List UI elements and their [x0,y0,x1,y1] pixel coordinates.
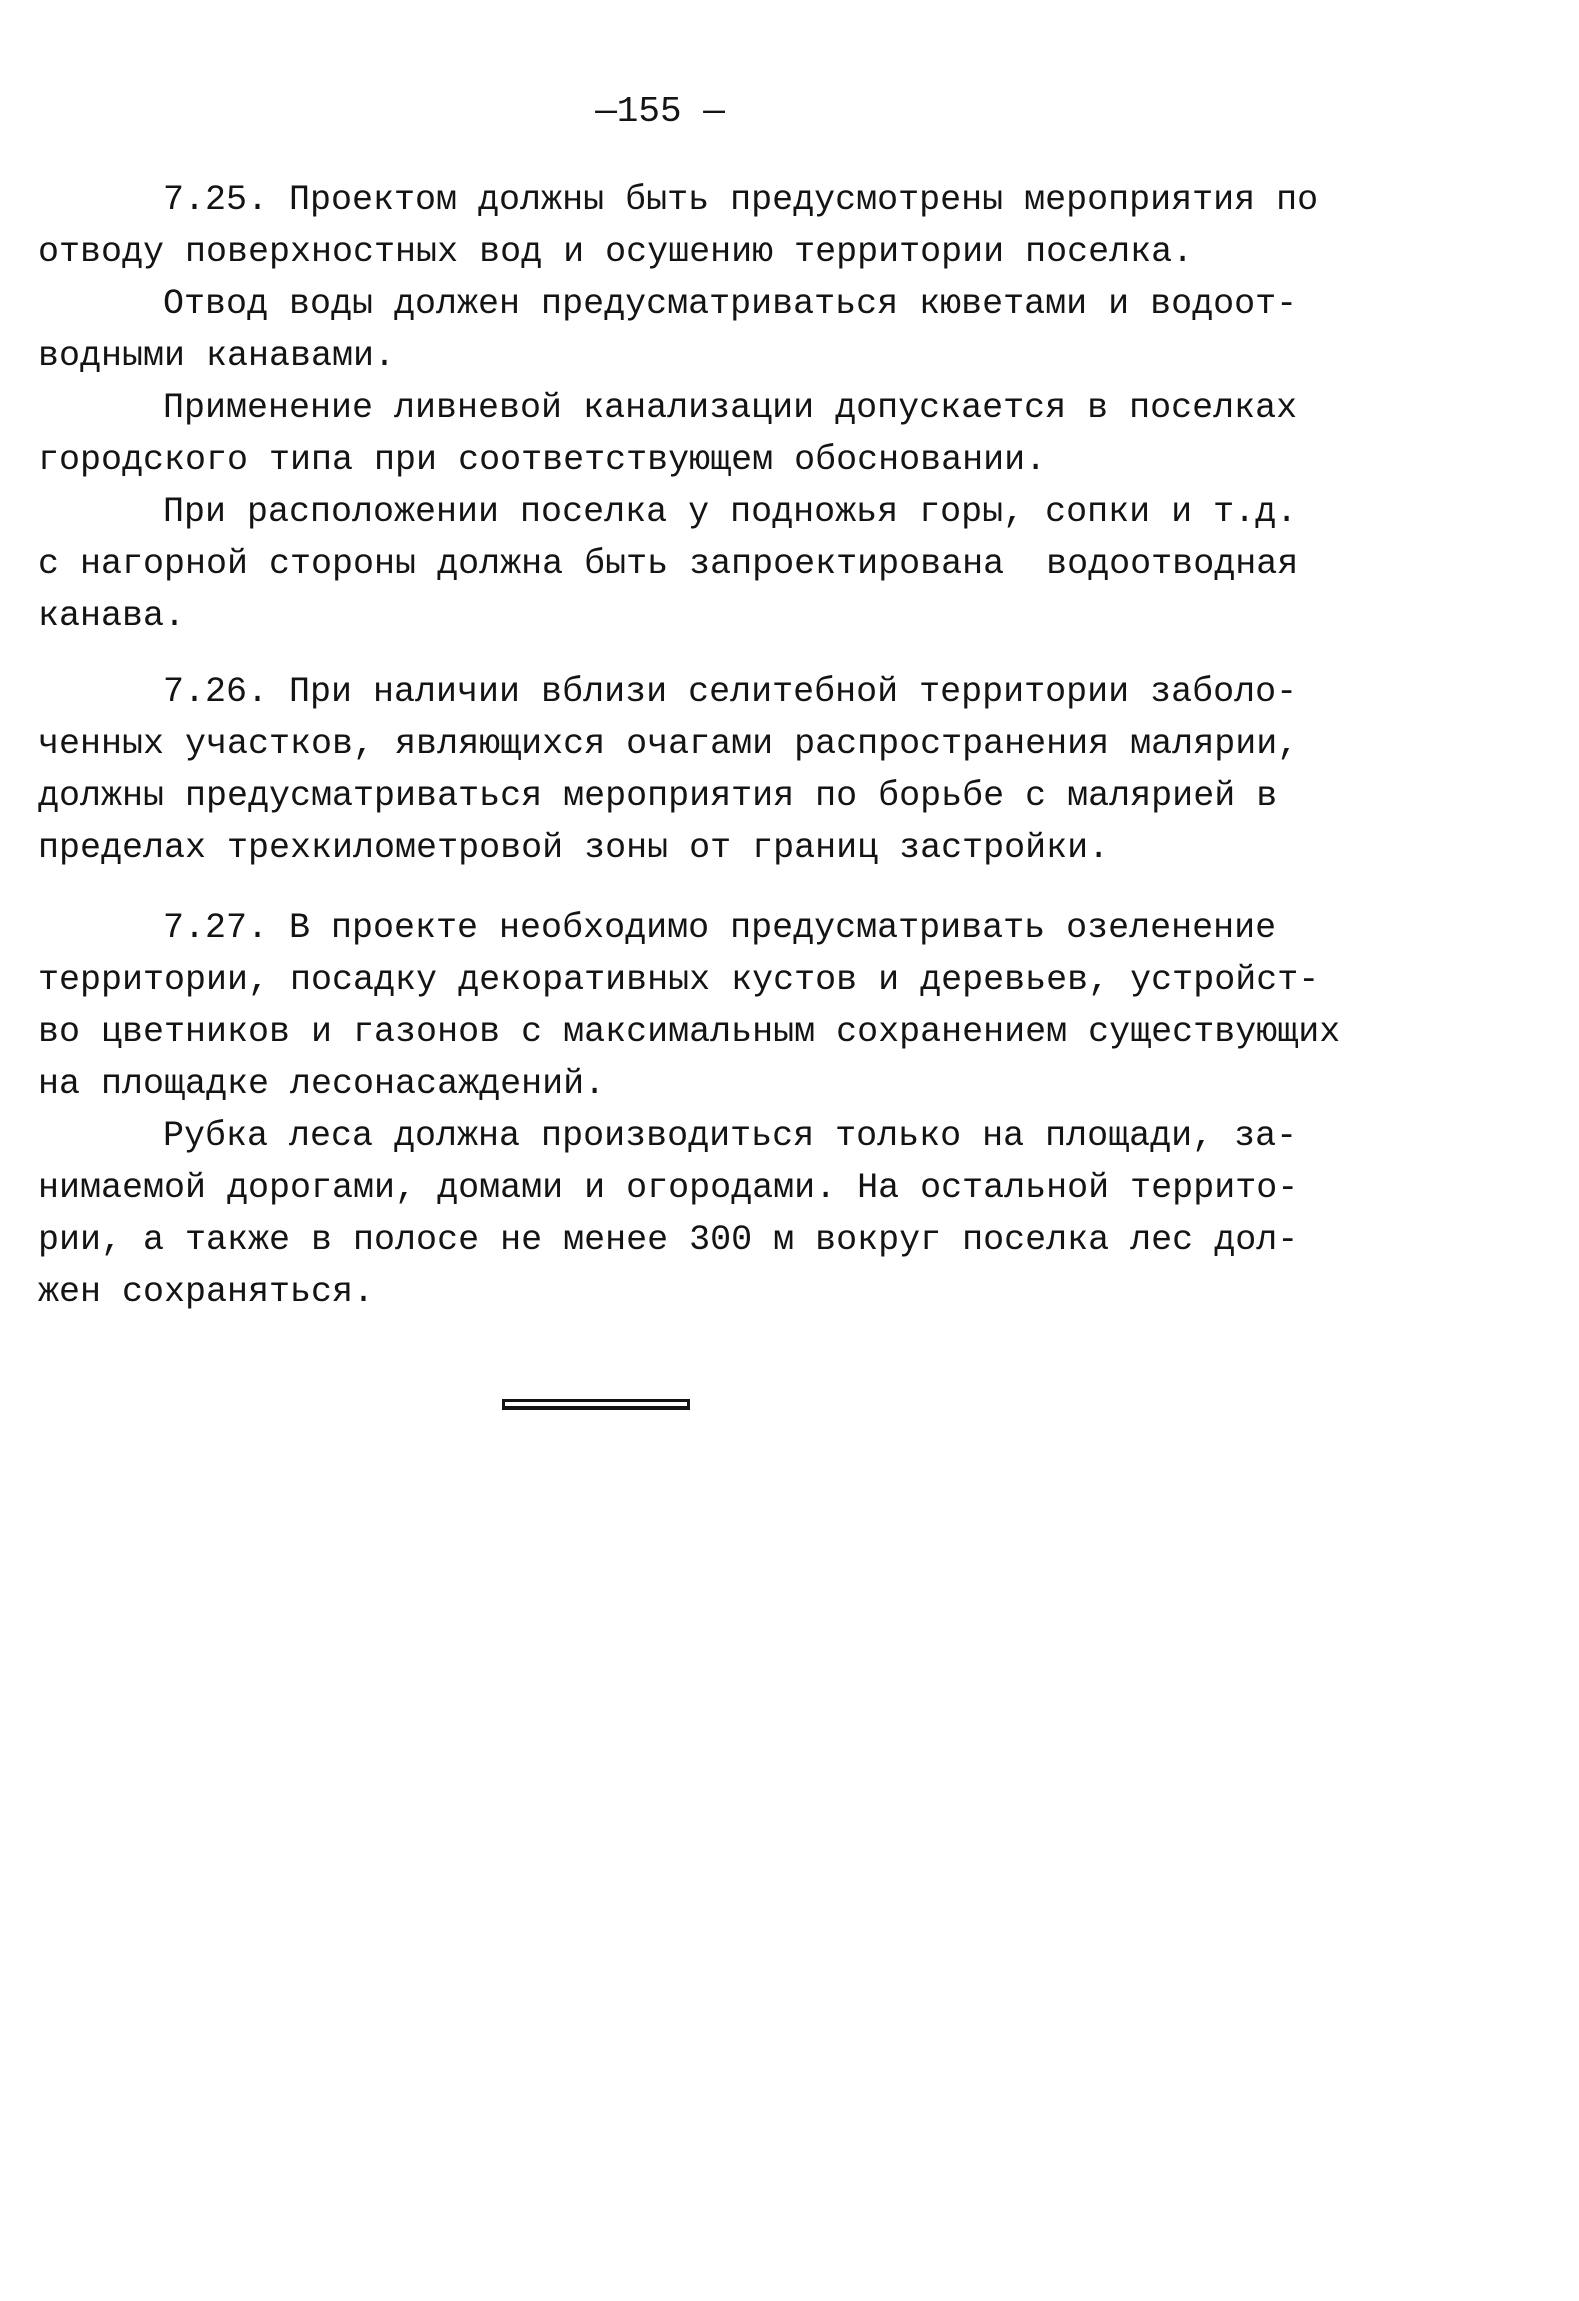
text-line: 7.25. Проектом должны быть предусмотрены мероприятия по [163,180,1319,220]
text-line: рии, а также в полосе не менее 300 м вокруг поселка лес дол- [38,1220,1299,1260]
text-line: на площадке лесонасаждений. [38,1064,606,1104]
text-line: отводу поверхностных вод и осушению территории поселка. [38,232,1194,272]
text-line: жен сохраняться. [38,1272,375,1312]
text-line: ченных участков, являющихся очагами распространения малярии, [38,724,1299,764]
text-line: во цветников и газонов с максимальным сохранением существующих [38,1012,1341,1052]
end-of-text-rule [502,1399,690,1410]
text-line: водными канавами. [38,336,396,376]
text-line: должны предусматриваться мероприятия по борьбе с малярией в [38,776,1278,816]
text-line: 7.26. При наличии вблизи селитебной территории заболо- [163,672,1298,712]
text-line: нимаемой дорогами, домами и огородами. На остальной террито- [38,1168,1299,1208]
text-line: канава. [38,596,186,636]
text-line: Рубка леса должна производиться только на площади, за- [163,1116,1298,1156]
page-number: —155 — [595,91,725,132]
text-line: При расположении поселка у подножья горы, сопки и т.д. [163,492,1298,532]
text-line: Применение ливневой канализации допускается в поселках [163,388,1298,428]
text-line: пределах трехкилометровой зоны от границ застройки. [38,828,1110,868]
text-line: Отвод воды должен предусматриваться кюветами и водоот- [163,284,1298,324]
text-line: 7.27. В проекте необходимо предусматривать озеленение [163,908,1277,948]
text-line: с нагорной стороны должна быть запроектирована водоотводная [38,544,1299,584]
text-line: территории, посадку декоративных кустов и деревьев, устройст- [38,960,1320,1000]
text-line: городского типа при соответствующем обосновании. [38,440,1047,480]
